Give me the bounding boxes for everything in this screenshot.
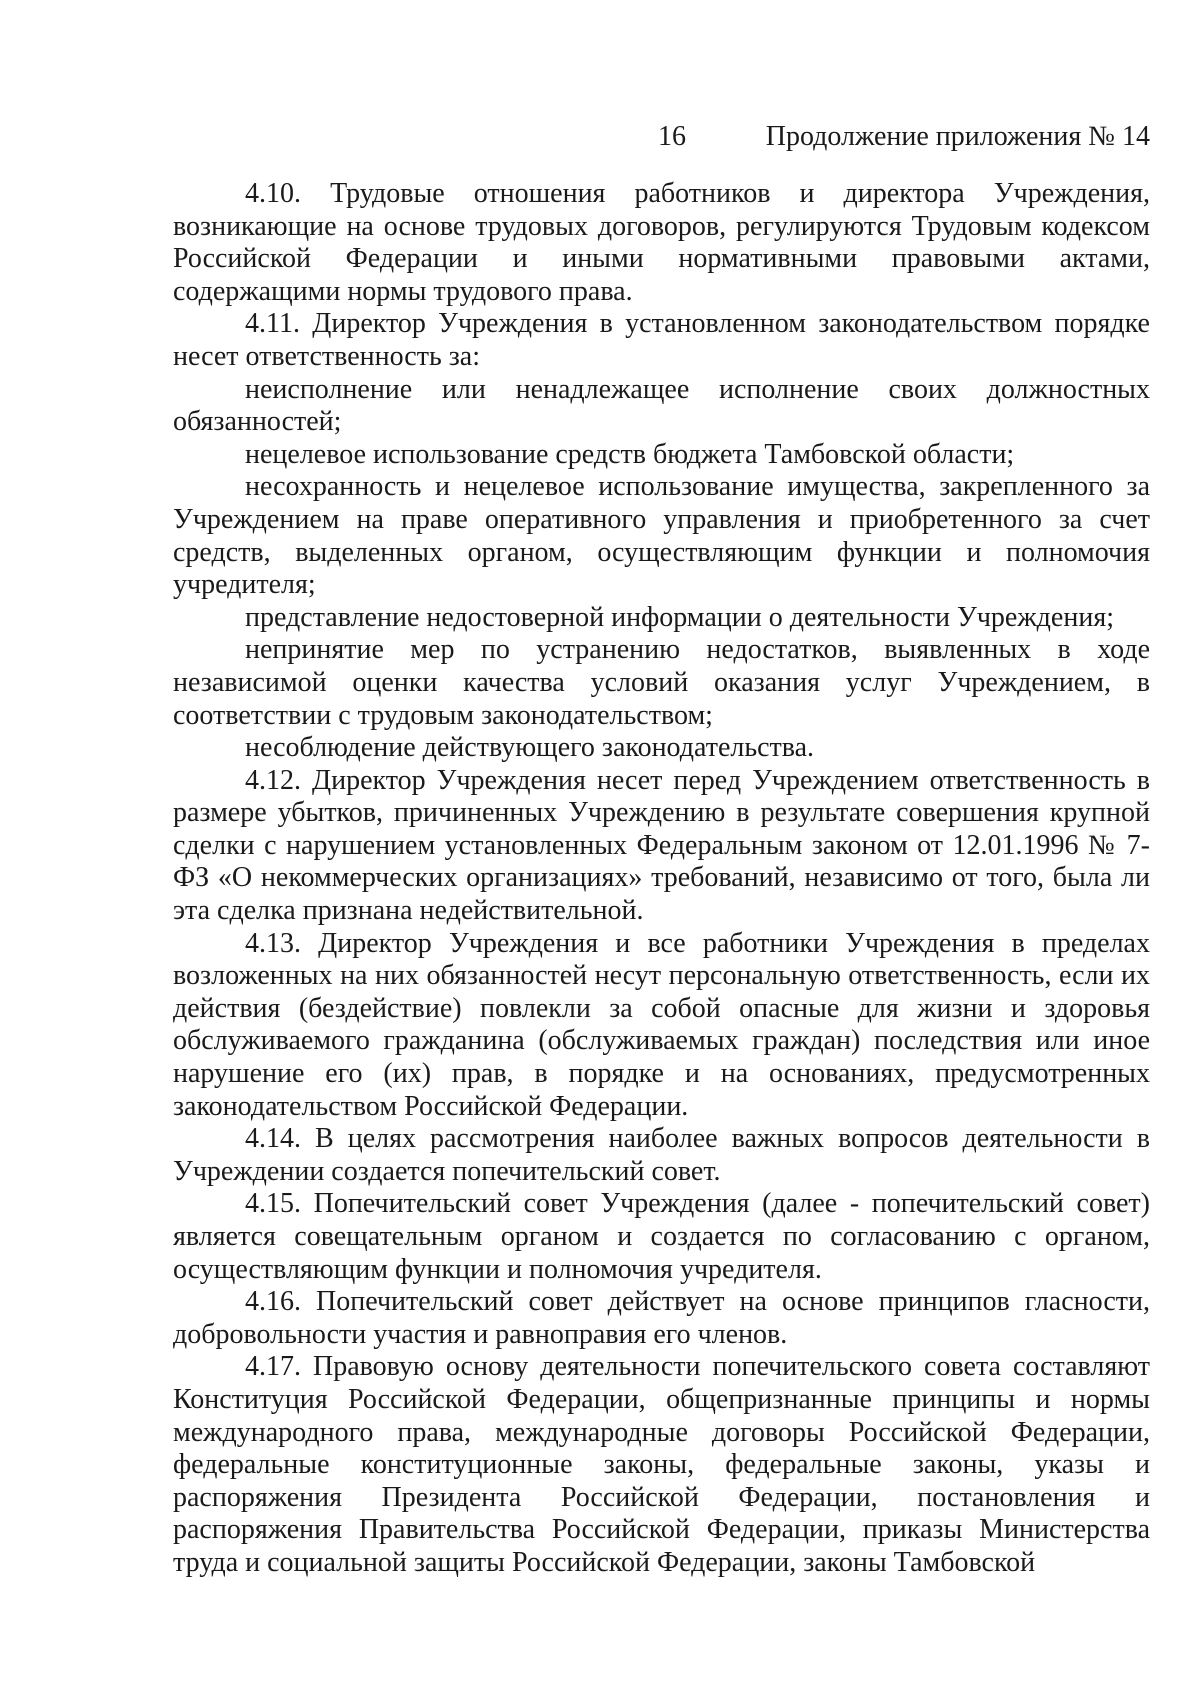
list-item-budget: нецелевое использование средств бюджета Тамбовской области; [245,438,1015,470]
document-body [173,178,1150,1580]
paragraph-4-16: 4.16. Попечительский совет действует на основе принципов гласности, добровольности участия и равноправия его членов. [173,1286,1150,1350]
paragraph-4-17: 4.17. Правовую основу деятельности попечительского совета составляют Конституция Российской Федерации, общепризнанные принципы и нормы международного права, международные договоры Российской Федерации, федеральные конституционные законы, федеральные законы, указы и распоряжения Президента Российской Федерации, постановления и распоряжения Правительства Российской Федерации, приказы Министерства труда и социальной защиты Российской Федерации, законы Тамбовской [173,1351,1150,1578]
list-item-property: несохранность и нецелевое использование имущества, закрепленного за Учреждением на праве оперативного управления и приобретенного за счет средств, выделенных органом, осуществляющим функции и полномочия учредителя; [173,471,1150,601]
paragraph-4-15: 4.15. Попечительский совет Учреждения (далее - попечительский совет) является совещательным органом и создается по согласованию с органом, осуществляющим функции и полномочия учредителя. [173,1188,1150,1285]
page-header [173,117,1150,157]
paragraph-4-12: 4.12. Директор Учреждения несет перед Учреждением ответственность в размере убытков, причиненных Учреждению в результате совершения крупной сделки с нарушением установленных Федеральным законом от 12.01.1996 № 7-ФЗ «О некоммерческих организациях» требований, независимо от того, была ли эта сделка признана недействительной. [173,764,1150,927]
list-item-deficiencies: непринятие мер по устранению недостатков, выявленных в ходе независимой оценки качества условий оказания услуг Учреждением, в соответствии с трудовым законодательством; [173,634,1150,731]
appendix-continuation-label: Продолжение приложения № 14 [765,121,1150,152]
paragraph-4-11: 4.11. Директор Учреждения в установленном законодательством порядке несет ответственность за: [173,308,1150,372]
list-item-duties: неисполнение или ненадлежащее исполнение своих должностных обязанностей; [173,373,1150,438]
paragraph-4-14: 4.14. В целях рассмотрения наиболее важных вопросов деятельности в Учреждении создается попечительский совет. [173,1123,1150,1187]
paragraph-4-13: 4.13. Директор Учреждения и все работники Учреждения в пределах возложенных на них обязанностей несут персональную ответственность, если их действия (бездействие) повлекли за собой опасные для жизни и здоровья обслуживаемого гражданина (обслуживаемых граждан) последствия или иное нарушение его (их) прав, в порядке и на основаниях, предусмотренных законодательством Российской Федерации. [173,927,1150,1122]
paragraph-4-10: 4.10. Трудовые отношения работников и директора Учреждения, возникающие на основе трудовых договоров, регулируются Трудовым кодексом Российской Федерации и иными нормативными правовыми актами, содержащими нормы трудового права. [173,178,1150,307]
page-number: 16 [658,121,686,152]
list-item-information: представление недостоверной информации о деятельности Учреждения; [245,601,1114,633]
list-item-legislation: несоблюдение действующего законодательства. [245,732,815,764]
